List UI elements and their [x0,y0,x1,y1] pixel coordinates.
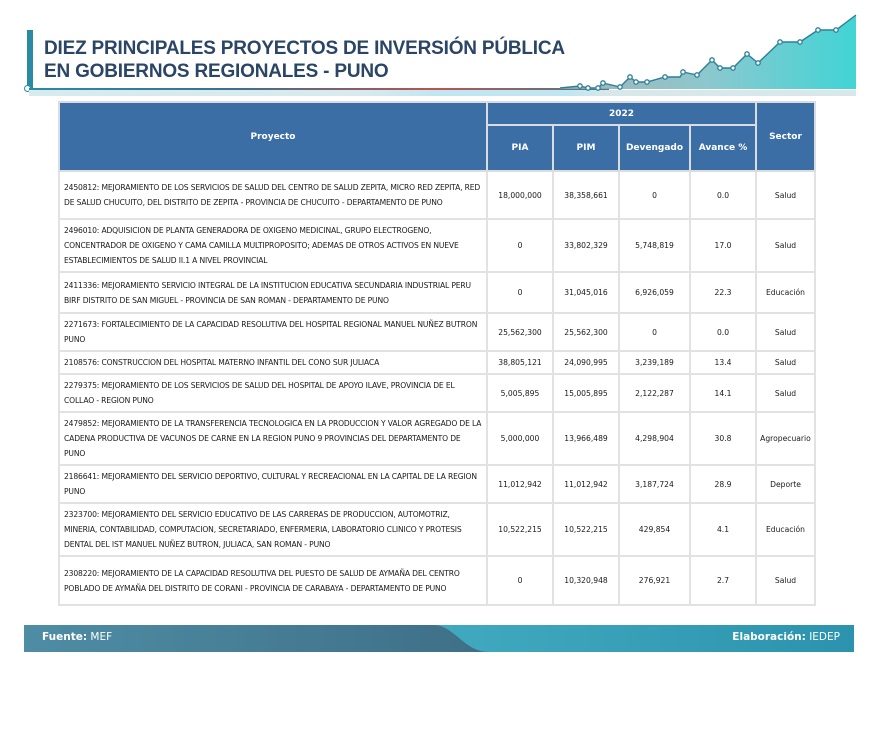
devengado-cell: 6,926,059 [619,272,690,313]
decorative-area [560,15,856,89]
table-row [59,313,815,351]
footer-credit [732,631,840,643]
devengado-cell: 0 [619,171,690,219]
project-cell: 2108576: CONSTRUCCION DEL HOSPITAL MATERNO INFANTIL DEL CONO SUR JULIACA [59,351,487,374]
pia-cell: 5,000,000 [487,412,553,465]
avance-cell: 17.0 [690,219,756,272]
column-header-devengado: Devengado [619,125,690,171]
column-header-pim: PIM [553,125,619,171]
pim-cell: 24,090,995 [553,351,619,374]
pim-cell: 10,320,948 [553,556,619,605]
project-cell: 2308220: MEJORAMIENTO DE LA CAPACIDAD RESOLUTIVA DEL PUESTO DE SALUD DE AYMAÑA DEL CENTRO POBLADO DE AYMAÑA DEL DISTRITO DE CORANI - PROVINCIA DE CARABAYA - DEPARTAMENTO DE PUNO [59,556,487,605]
sector-cell: Salud [756,351,815,374]
avance-cell: 4.1 [690,503,756,556]
page-title-line-1: DIEZ PRINCIPALES PROYECTOS DE INVERSIÓN PÚBLICA [44,38,565,59]
table-row [59,465,815,503]
pia-cell: 0 [487,272,553,313]
pia-cell: 18,000,000 [487,171,553,219]
pia-cell: 0 [487,219,553,272]
footer-source-label: Fuente: [42,631,88,643]
avance-cell: 2.7 [690,556,756,605]
sector-cell: Deporte [756,465,815,503]
avance-cell: 0.0 [690,171,756,219]
footer-source-value: MEF [90,631,113,643]
sector-cell: Salud [756,171,815,219]
pim-cell: 31,045,016 [553,272,619,313]
sector-cell: Salud [756,556,815,605]
table-body [59,171,815,605]
avance-cell: 14.1 [690,374,756,412]
pia-cell: 0 [487,556,553,605]
table-row [59,219,815,272]
avance-cell: 0.0 [690,313,756,351]
column-header-pia: PIA [487,125,553,171]
devengado-cell: 5,748,819 [619,219,690,272]
devengado-cell: 3,187,724 [619,465,690,503]
projects-table [58,101,816,606]
table-row [59,556,815,605]
sector-cell: Educación [756,272,815,313]
project-cell: 2279375: MEJORAMIENTO DE LOS SERVICIOS DE SALUD DEL HOSPITAL DE APOYO ILAVE, PROVINCIA DE EL COLLAO - REGION PUNO [59,374,487,412]
table-row [59,374,815,412]
project-cell: 2186641: MEJORAMIENTO DEL SERVICIO DEPORTIVO, CULTURAL Y RECREACIONAL EN LA CAPITAL DE LA REGION PUNO [59,465,487,503]
pia-cell: 25,562,300 [487,313,553,351]
avance-cell: 13.4 [690,351,756,374]
devengado-cell: 3,239,189 [619,351,690,374]
pim-cell: 33,802,329 [553,219,619,272]
column-header-sector: Sector [756,102,815,171]
pim-cell: 13,966,489 [553,412,619,465]
column-header-project: Proyecto [59,102,487,171]
devengado-cell: 4,298,904 [619,412,690,465]
sector-cell: Salud [756,374,815,412]
sector-cell: Educación [756,503,815,556]
column-header-avance: Avance % [690,125,756,171]
footer-source [42,631,112,643]
pim-cell: 25,562,300 [553,313,619,351]
sector-cell: Salud [756,219,815,272]
project-cell: 2411336: MEJORAMIENTO SERVICIO INTEGRAL DE LA INSTITUCION EDUCATIVA SECUNDARIA INDUSTRIAL PERU BIRF DISTRITO DE SAN MIGUEL - PROVINCIA DE SAN ROMAN - DEPARTAMENTO DE PUNO [59,272,487,313]
pim-cell: 15,005,895 [553,374,619,412]
devengado-cell: 2,122,287 [619,374,690,412]
project-cell: 2271673: FORTALECIMIENTO DE LA CAPACIDAD RESOLUTIVA DEL HOSPITAL REGIONAL MANUEL NUÑEZ BUTRON PUNO [59,313,487,351]
page-title [44,37,565,83]
project-cell: 2450812: MEJORAMIENTO DE LOS SERVICIOS DE SALUD DEL CENTRO DE SALUD ZEPITA, MICRO RED ZEPITA, RED DE SALUD CHUCUITO, DEL DISTRITO DE ZEPITA - PROVINCIA DE CHUCUITO - DEPARTAMENTO DE PUNO [59,171,487,219]
avance-cell: 28.9 [690,465,756,503]
footer-credit-label: Elaboración: [732,631,806,643]
pia-cell: 38,805,121 [487,351,553,374]
pim-cell: 38,358,661 [553,171,619,219]
pim-cell: 10,522,215 [553,503,619,556]
page-title-line-2: EN GOBIERNOS REGIONALES - PUNO [44,61,389,82]
project-cell: 2323700: MEJORAMIENTO DEL SERVICIO EDUCATIVO DE LAS CARRERAS DE PRODUCCION, AUTOMOTRIZ, MINERIA, CONTABILIDAD, COMPUTACION, SECRETARIADO, ENFERMERIA, LABORATORIO CLINICO Y PROTESIS DENTAL DEL IST MANUEL NUÑEZ BUTRON, JULIACA, SAN ROMAN - PUNO [59,503,487,556]
footer-banner [24,625,854,652]
title-accent-bar [27,30,33,88]
table-row [59,351,815,374]
footer-background [24,625,854,652]
pia-cell: 10,522,215 [487,503,553,556]
table-row [59,272,815,313]
sector-cell: Agropecuario [756,412,815,465]
column-header-year: 2022 [487,102,756,125]
table-row [59,412,815,465]
pia-cell: 11,012,942 [487,465,553,503]
table-row [59,503,815,556]
devengado-cell: 429,854 [619,503,690,556]
pia-cell: 5,005,895 [487,374,553,412]
pim-cell: 11,012,942 [553,465,619,503]
avance-cell: 30.8 [690,412,756,465]
footer-credit-value: IEDEP [809,631,840,643]
avance-cell: 22.3 [690,272,756,313]
decorative-growth-chart-icon [560,0,860,92]
devengado-cell: 276,921 [619,556,690,605]
project-cell: 2496010: ADQUISICION DE PLANTA GENERADORA DE OXIGENO MEDICINAL, GRUPO ELECTROGENO, CONCENTRADOR DE OXIGENO Y CAMA CAMILLA MULTIPROPOSITO; ADEMAS DE OTROS ACTIVOS EN NUEVE ESTABLECIMIENTOS DE SALUD II.1 A NIVEL PROVINCIAL [59,219,487,272]
devengado-cell: 0 [619,313,690,351]
sector-cell: Salud [756,313,815,351]
project-cell: 2479852: MEJORAMIENTO DE LA TRANSFERENCIA TECNOLOGICA EN LA PRODUCCION Y VALOR AGREGADO DE LA CADENA PRODUCTIVA DE VACUNOS DE CARNE EN LA REGION PUNO 9 PROVINCIAS DEL DEPARTAMENTO DE PUNO [59,412,487,465]
table-row [59,171,815,219]
